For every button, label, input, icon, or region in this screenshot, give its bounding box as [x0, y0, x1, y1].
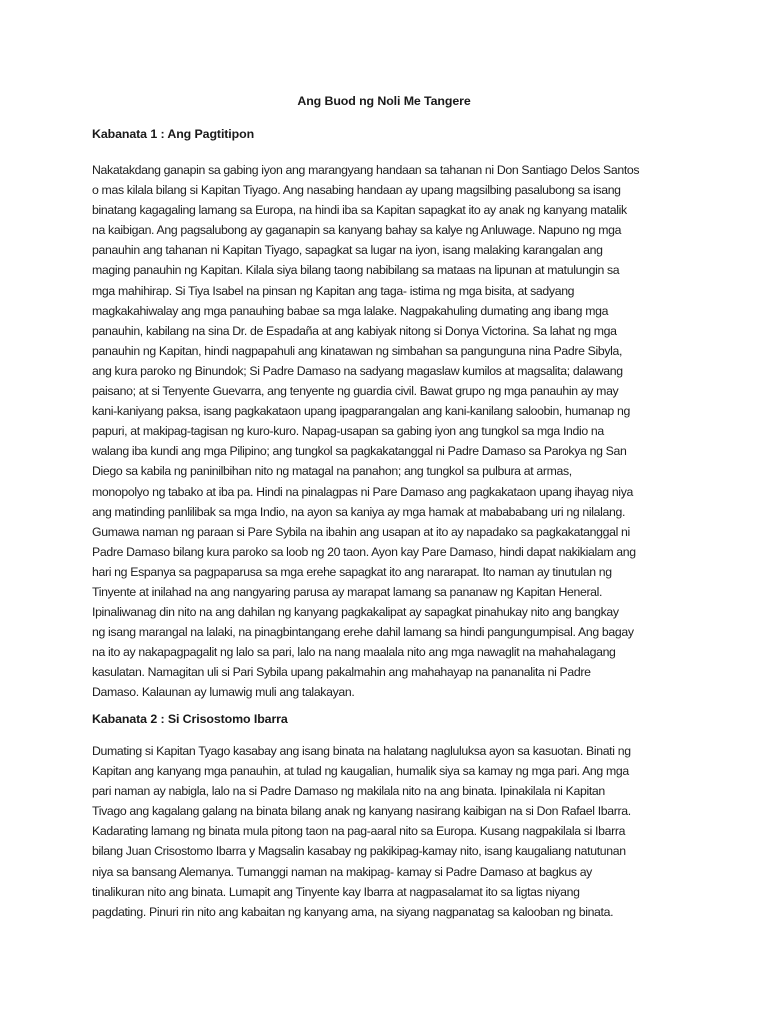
paragraph-line: ng isang marangal na lalaki, na pinagbintangang erehe dahil lamang sa hindi pangungumpisal. Ang bagay — [92, 625, 634, 640]
paragraph-line: binatang kagagaling lamang sa Europa, na hindi iba sa Kapitan sapagkat ito ay anak ng kanyang matalik — [92, 203, 627, 218]
paragraph-line: hari ng Espanya sa pagpaparusa sa mga erehe sapagkat ito ang nararapat. Ito naman ay tinutulan ng — [92, 564, 612, 579]
paragraph-line: pagdating. Pinuri rin nito ang kabaitan ng kanyang ama, na siyang nagpanatag sa kalooban ng binata. — [92, 904, 614, 919]
paragraph-line: walang iba kundi ang mga Pilipino; ang tungkol sa pagkakatanggal ni Padre Damaso sa Parokya ng San — [92, 444, 627, 459]
paragraph-line: paisano; at si Tenyente Guevarra, ang tenyente ng guardia civil. Bawat grupo ng mga panauhin ay may — [92, 384, 619, 399]
paragraph-line: Kadarating lamang ng binata mula pitong taon na pag-aaral nito sa Europa. Kusang nagpakilala si Ibarra — [92, 824, 626, 839]
document-title: Ang Buod ng Noli Me Tangere — [297, 94, 471, 108]
chapter-2-heading: Kabanata 2 : Si Crisostomo Ibarra — [92, 712, 288, 726]
paragraph-line: niya sa bansang Alemanya. Tumanggi naman na makipag- kamay si Padre Damaso at bagkus ay — [92, 864, 592, 879]
paragraph-line: tinalikuran nito ang binata. Lumapit ang Tinyente kay Ibarra at nagpasalamat ito sa ligtas niyang — [92, 884, 580, 899]
paragraph-line: maging panauhin ng Kapitan. Kilala siya bilang taong nabibilang sa mataas na lipunan at matulungin sa — [92, 263, 620, 278]
paragraph-line: panauhin ang tahanan ni Kapitan Tiyago, sapagkat sa lugar na iyon, isang malaking karangalan ang — [92, 243, 603, 258]
paragraph-line: Tinyente at inilahad na ang nangyaring parusa ay marapat lamang sa pananaw ng Kapitan Heneral. — [92, 584, 603, 599]
paragraph-line: Gumawa naman ng paraan si Pare Sybila na ibahin ang usapan at ito ay napadako sa pagkakatanggal ni — [92, 524, 630, 539]
paragraph-line: Damaso. Kalaunan ay lumawig muli ang talakayan. — [92, 685, 355, 700]
paragraph-line: pari naman ay nabigla, lalo na si Padre Damaso ng makilala nito na ang binata. Ipinakilala ni Kapitan — [92, 784, 605, 799]
paragraph-line: panauhin ng Kapitan, hindi nagpapahuli ang kinatawan ng simbahan sa pangunguna nina Padre Sibyla, — [92, 343, 623, 358]
paragraph-line: kasulatan. Namagitan uli si Pari Sybila upang pakalmahin ang mahahayap na pananalita ni Padre — [92, 665, 591, 680]
paragraph-line: Nakatakdang ganapin sa gabing iyon ang marangyang handaan sa tahanan ni Don Santiago Delos Santos — [92, 163, 640, 177]
paragraph-line: ang kura paroko ng Binundok; Si Padre Damaso na sadyang magaslaw kumilos at magsalita; dalawang — [92, 363, 623, 378]
paragraph-line: Dumating si Kapitan Tyago kasabay ang isang binata na halatang nagluluksa ayon sa kasuotan. Binati ng — [92, 744, 631, 758]
paragraph-line: monopolyo ng tabako at iba pa. Hindi na pinalagpas ni Pare Damaso ang pagkakataon upang ihayag niya — [92, 484, 633, 499]
paragraph-line: na ito ay nakapagpagalit ng lalo sa pari, lalo na nang maalala nito ang mga nawaglit na mahahalagang — [92, 645, 616, 660]
paragraph-line: Ipinaliwanag din nito na ang dahilan ng kanyang pagkakalipat ay sapagkat pinahukay nito ang bangkay — [92, 605, 619, 620]
paragraph-line: Tivago ang kagalang galang na binata bilang anak ng kanyang nasirang kaibigan na si Don Rafael Ibarra. — [92, 804, 631, 819]
paragraph-line: na kaibigan. Ang pagsalubong ay gaganapin sa kanyang bahay sa kalye ng Anluwage. Napuno ng mga — [92, 223, 622, 238]
paragraph-line: kani-kaniyang paksa, isang pagkakataon upang ipagparangalan ang kani-kanilang saloobin, humanap ng — [92, 404, 630, 419]
paragraph-line: mga mahihirap. Si Tiya Isabel na pinsan ng Kapitan ang taga- istima ng mga bisita, at sadyang — [92, 283, 575, 298]
chapter-1-heading: Kabanata 1 : Ang Pagtitipon — [92, 127, 255, 141]
paragraph-line: panauhin, kabilang na sina Dr. de Espadaña at ang kabiyak nitong si Donya Victorina. Sa lahat ng mga — [92, 323, 617, 338]
chapter-1-paragraph — [92, 160, 639, 703]
paragraph-line: bilang Juan Crisostomo Ibarra y Magsalin kasabay ng pakikipag-kamay nito, isang kaugaliang natutunan — [92, 844, 626, 859]
paragraph-line: magkakahiwalay ang mga panauhing babae sa mga lalake. Nagpakahuling dumating ang ibang mga — [92, 303, 609, 318]
paragraph-line: papuri, at makipag-tagisan ng kuro-kuro. Napag-usapan sa gabing iyon ang tungkol sa mga Indio na — [92, 424, 604, 439]
paragraph-line: Padre Damaso bilang kura paroko sa loob ng 20 taon. Ayon kay Pare Damaso, hindi dapat nakikialam ang — [92, 544, 636, 559]
paragraph-line: Diego sa kabila ng paninilbihan nito ng matagal na panahon; ang tungkol sa pulbura at armas, — [92, 464, 572, 479]
paragraph-line: o mas kilala bilang si Kapitan Tiyago. Ang nasabing handaan ay upang magsilbing pasalubong sa isang — [92, 183, 621, 198]
chapter-2-paragraph — [92, 741, 631, 922]
paragraph-line: ang matinding panlilibak sa mga Indio, na ayon sa kaniya ay mga hamak at mabababang uri ng nilalang. — [92, 504, 626, 519]
paragraph-line: Kapitan ang kanyang mga panauhin, at tulad ng kaugalian, humalik siya sa kamay ng mga pari. Ang mga — [92, 764, 629, 779]
